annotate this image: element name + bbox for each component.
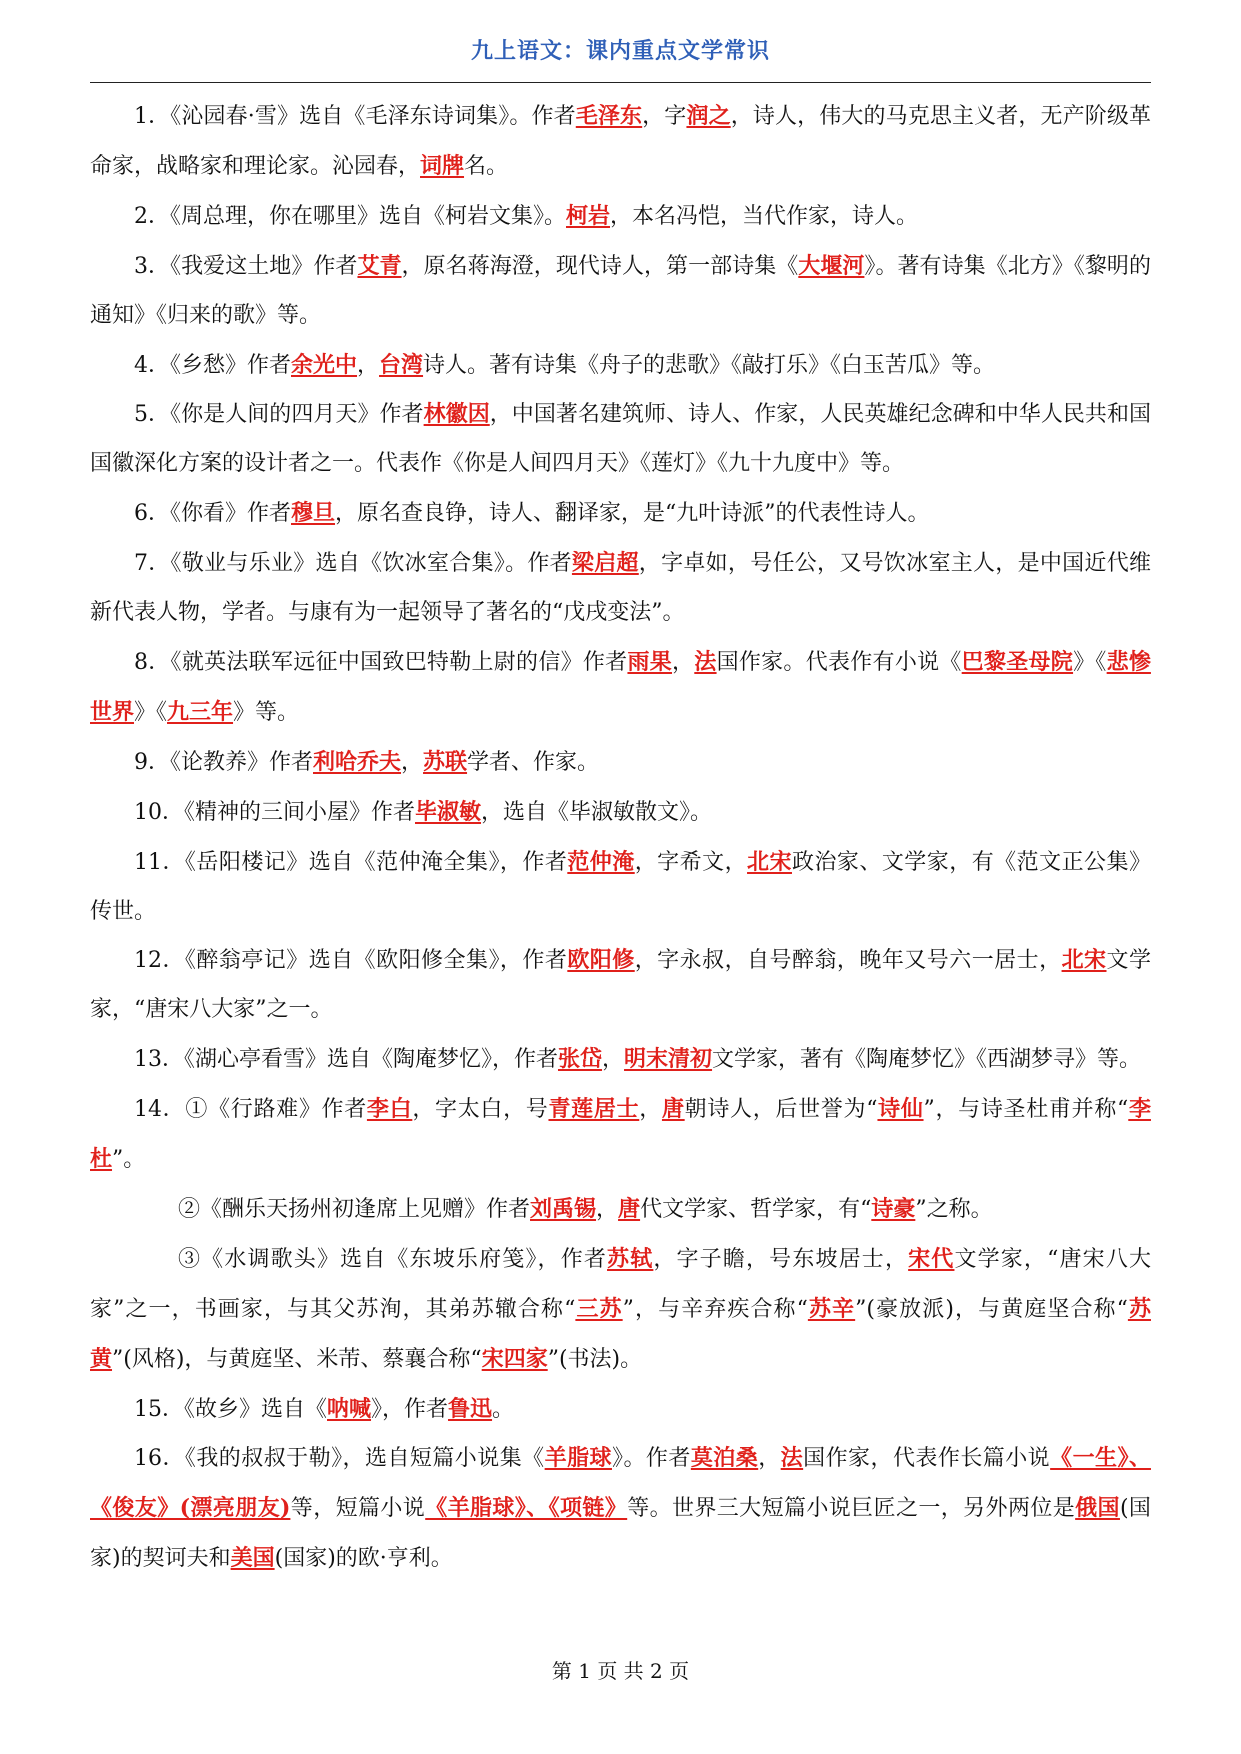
key-term: 诗豪	[871, 1195, 916, 1222]
entry-text: 14．①《行路难》作者	[134, 1097, 367, 1123]
entry-text: 等。世界三大短篇小说巨匠之一，另外两位是	[627, 1496, 1076, 1522]
key-term: 梁启超	[571, 550, 639, 577]
key-term: 唐	[661, 1096, 685, 1123]
entry-text: ，字太白，号	[412, 1097, 549, 1123]
entry-text: ”，与诗圣杜甫并称“	[923, 1097, 1129, 1123]
entry-text: ，字	[642, 104, 687, 129]
entry-paragraph	[90, 788, 1151, 838]
key-term: 毕淑敏	[415, 798, 482, 825]
key-term: 苏辛	[807, 1295, 856, 1322]
key-term: 《一生》、《俊友》(漂亮朋友)	[90, 1445, 1151, 1522]
key-term: 苏联	[423, 748, 468, 775]
entry-text: 》《	[1073, 649, 1107, 675]
entry-paragraph	[90, 489, 1151, 539]
entry-text: ，	[639, 1097, 662, 1123]
entry-text: 12．《醉翁亭记》选自《欧阳修全集》，作者	[134, 948, 568, 974]
key-term: 词牌	[420, 152, 465, 179]
key-term: 宋代	[908, 1245, 955, 1272]
entry-text: ，原名查良铮，诗人、翻译家，是“九叶诗派”的代表性诗人。	[335, 501, 930, 527]
entry-paragraph	[90, 192, 1151, 242]
key-term: 巴黎圣母院	[961, 648, 1074, 675]
entry-text: 》等。	[233, 699, 300, 725]
entry-text: 等，短篇小说	[290, 1496, 426, 1522]
entry-text: ”，与辛弃疾合称“	[622, 1296, 808, 1322]
entry-paragraph	[90, 936, 1151, 1035]
key-term: 俄国	[1075, 1495, 1120, 1522]
key-term: 利哈乔夫	[313, 748, 402, 775]
entry-paragraph	[90, 390, 1151, 489]
key-term: 宋四家	[481, 1345, 548, 1372]
entry-text: ”(豪放派)，与黄庭坚合称“	[855, 1296, 1128, 1322]
key-term: 莫泊桑	[690, 1445, 759, 1472]
entry-text: 5．《你是人间的四月天》作者	[134, 402, 424, 428]
entry-text: 3．《我爱这土地》作者	[134, 253, 358, 279]
key-term: 唐	[618, 1195, 641, 1222]
key-term: 北宋	[1061, 947, 1107, 974]
key-term: 润之	[686, 103, 731, 129]
entry-text: ，字希文，	[634, 849, 748, 875]
entry-text: ，诗人，伟大的马克思主义者，无产阶级革命家，战略家和理论家。沁园春，	[90, 104, 1151, 179]
entry-paragraph	[90, 341, 1151, 391]
key-term: 明末清初	[624, 1046, 713, 1073]
entry-text: 诗人。著有诗集《舟子的悲歌》《敲打乐》《白玉苦瓜》等。	[423, 352, 996, 378]
key-term: 美国	[230, 1545, 275, 1572]
entry-text: 》，作者	[371, 1396, 449, 1422]
key-term: 范仲淹	[567, 848, 635, 875]
key-term: 雨果	[627, 648, 673, 675]
entry-text: 。	[492, 1396, 515, 1422]
entry-paragraph	[90, 539, 1151, 638]
entry-text: ，选自《毕淑敏散文》。	[481, 799, 713, 825]
key-term: 苏黄	[90, 1295, 1151, 1372]
entry-text: ，	[357, 352, 380, 378]
key-term: 青莲居士	[548, 1096, 640, 1123]
key-term: 法	[694, 648, 717, 675]
entry-paragraph	[90, 1434, 1151, 1584]
entry-text: ，字卓如，号任公，又号饮冰室主人，是中国近代维新代表人物，学者。与康有为一起领导了著名的“戊戌变法”。	[90, 551, 1151, 626]
entry-text: ，	[758, 1446, 781, 1472]
entry-paragraph	[90, 838, 1151, 937]
entry-text: 文学家，著有《陶庵梦忆》《西湖梦寻》等。	[712, 1047, 1142, 1073]
entry-text: ，	[602, 1047, 625, 1073]
entry-text: ，本名冯恺，当代作家，诗人。	[610, 203, 919, 229]
entry-text: 政治家、文学家，有《范文正公集》传世。	[90, 849, 1151, 924]
entry-text: ，原名蒋海澄，现代诗人，第一部诗集《	[401, 253, 799, 279]
key-term: 台湾	[379, 351, 424, 378]
entry-text: 6．《你看》作者	[134, 501, 291, 527]
entry-text: 7．《敬业与乐业》选自《饮冰室合集》。作者	[134, 551, 572, 577]
entry-text: 文学家，“唐宋八大家”之一，书画家，与其父苏洵，其弟苏辙合称“	[90, 1246, 1151, 1322]
entry-text: 13．《湖心亭看雪》选自《陶庵梦忆》，作者	[134, 1047, 558, 1073]
key-term: 李杜	[90, 1096, 1151, 1173]
key-term: 羊脂球	[544, 1445, 612, 1472]
entry-paragraph	[90, 638, 1151, 738]
entry-text: 国作家，代表作长篇小说	[803, 1446, 1051, 1472]
entry-paragraph	[90, 92, 1151, 192]
key-term: 悲惨世界	[90, 648, 1151, 725]
key-term: 法	[780, 1445, 804, 1472]
entry-text: 代文学家、哲学家，有“	[640, 1196, 872, 1222]
entry-text: ，字永叔，自号醉翁，晚年又号六一居士，	[634, 948, 1062, 974]
entry-paragraph	[90, 1385, 1151, 1435]
entry-text: ，	[401, 749, 424, 775]
key-term: 毛泽东	[575, 103, 643, 129]
entry-paragraph	[90, 738, 1151, 788]
entry-text: 2．《周总理，你在哪里》选自《柯岩文集》。	[134, 203, 566, 229]
entry-text: 》。作者	[612, 1446, 691, 1472]
document-body	[90, 92, 1151, 1584]
key-term: 柯岩	[566, 202, 611, 229]
entry-text: 朝诗人，后世誉为“	[684, 1097, 878, 1123]
entry-text: ，中国著名建筑师、诗人、作家，人民英雄纪念碑和中华人民共和国国徽深化方案的设计者之一。代表作《你是人间四月天》《莲灯》《九十九度中》等。	[90, 402, 1151, 477]
entry-text: ”之称。	[915, 1196, 993, 1222]
key-term: 呐喊	[327, 1395, 372, 1422]
entry-text: 9．《论教养》作者	[134, 749, 313, 775]
entry-text: 1．《沁园春·雪》选自《毛泽东诗词集》。作者	[134, 104, 576, 129]
entry-text: ”(书法)。	[547, 1346, 643, 1372]
entry-text: ”。	[112, 1147, 146, 1173]
key-term: 北宋	[747, 848, 792, 875]
entry-text: 》。著有诗集《北方》《黎明的通知》《归来的歌》等。	[90, 253, 1151, 328]
key-term: 刘禹锡	[530, 1195, 597, 1222]
entry-text: 16．《我的叔叔于勒》，选自短篇小说集《	[134, 1446, 545, 1472]
entry-text: 名。	[464, 153, 509, 179]
entry-text: 国作家。代表作有小说《	[716, 649, 962, 675]
entry-text: ”(风格)，与黄庭坚、米芾、蔡襄合称“	[112, 1346, 482, 1372]
key-term: 穆旦	[291, 500, 336, 527]
entry-text: 15．《故乡》选自《	[134, 1396, 327, 1422]
entry-text: 》《	[134, 699, 168, 725]
entry-paragraph	[90, 242, 1151, 341]
key-term: 李白	[366, 1096, 413, 1123]
entry-text: ，字子瞻，号东坡居士，	[653, 1246, 909, 1272]
entry-text: ②《酬乐天扬州初逢席上见赠》作者	[178, 1196, 531, 1222]
key-term: 大堰河	[798, 252, 865, 279]
key-term: 诗仙	[877, 1096, 924, 1123]
entry-paragraph	[90, 1035, 1151, 1085]
page-header	[90, 30, 1151, 83]
entry-text: 4．《乡愁》作者	[134, 352, 291, 378]
entry-paragraph	[90, 1085, 1151, 1185]
entry-text: ，	[672, 649, 695, 675]
key-term: 鲁迅	[448, 1395, 493, 1422]
entry-text: 11．《岳阳楼记》选自《范仲淹全集》，作者	[134, 849, 568, 875]
document-title: 九上语文：课内重点文学常识	[470, 39, 770, 64]
key-term: 艾青	[357, 252, 402, 279]
key-term: 《羊脂球》、《项链》	[425, 1495, 628, 1522]
entry-text: (国家)的契诃夫和	[90, 1496, 1151, 1572]
entry-text: 文学家，“唐宋八大家”之一。	[90, 948, 1151, 1023]
entry-text: 10．《精神的三间小屋》作者	[134, 799, 415, 825]
key-term: 余光中	[291, 351, 358, 378]
page-number: 第 1 页 共 2 页	[551, 1659, 690, 1683]
entry-paragraph	[90, 1235, 1151, 1385]
key-term: 三苏	[575, 1295, 623, 1322]
entry-text: 学者、作家。	[467, 749, 600, 775]
key-term: 苏轼	[607, 1245, 654, 1272]
entry-text: 8．《就英法联军远征中国致巴特勒上尉的信》作者	[134, 649, 628, 675]
entry-text: (国家)的欧·亨利。	[274, 1546, 453, 1572]
key-term: 欧阳修	[567, 947, 635, 974]
entry-paragraph	[90, 1185, 1151, 1235]
entry-text: ③《水调歌头》选自《东坡乐府笺》，作者	[178, 1246, 608, 1272]
key-term: 张岱	[558, 1046, 603, 1073]
entry-text: ，	[596, 1196, 619, 1222]
key-term: 林徽因	[423, 401, 490, 428]
key-term: 九三年	[167, 698, 234, 725]
